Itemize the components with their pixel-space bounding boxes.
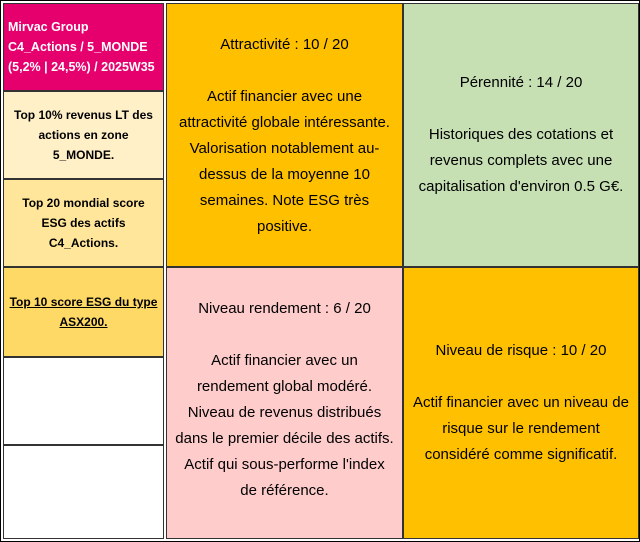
- rendement-score: Niveau rendement : 6 / 20: [198, 300, 371, 317]
- risque-panel: [403, 267, 639, 539]
- attractivite-description: Actif financier avec une attractivité globale intéressante. Valorisation notablement au-dessus de la moyenne 10 semaines. Note ESG très positive.: [179, 88, 390, 235]
- rendement-description: Actif financier avec un rendement global modéré. Niveau de revenus distribués dans le premier décile des actifs. Actif qui sous-performe l'index de référence.: [175, 352, 394, 499]
- risque-description: Actif financier avec un niveau de risque sur le rendement considéré comme significatif.: [413, 394, 629, 463]
- ranking-item-empty-2: [3, 445, 164, 539]
- ranking-item-esg-asx200: [3, 267, 164, 357]
- ranking-item-label: Top 10 score ESG du type ASX200.: [9, 295, 158, 329]
- ranking-item-esg-mondial: [3, 179, 164, 267]
- ranking-item-empty-1: [3, 357, 164, 445]
- risque-score: Niveau de risque : 10 / 20: [435, 342, 607, 359]
- rendement-panel: [166, 267, 403, 539]
- perennite-score: Pérennité : 14 / 20: [459, 74, 583, 91]
- attractivite-score: Attractivité : 10 / 20: [220, 36, 349, 53]
- perennite-panel: [403, 3, 639, 267]
- asset-name: Mirvac Group: [8, 20, 89, 34]
- ranking-item-label: Top 10% revenus LT des actions en zone 5_MONDE.: [14, 108, 153, 162]
- ranking-item-label: Top 20 mondial score ESG des actifs C4_Actions.: [22, 196, 145, 250]
- asset-class-zone: C4_Actions / 5_MONDE: [8, 40, 148, 54]
- ranking-item-revenus: [3, 91, 164, 179]
- asset-stats-week: (5,2% | 24,5%) / 2025W35: [8, 60, 155, 74]
- attractivite-panel: [166, 3, 403, 267]
- perennite-description: Historiques des cotations et revenus complets avec une capitalisation d'environ 0.5 G€.: [418, 126, 624, 195]
- asset-header: [3, 3, 164, 91]
